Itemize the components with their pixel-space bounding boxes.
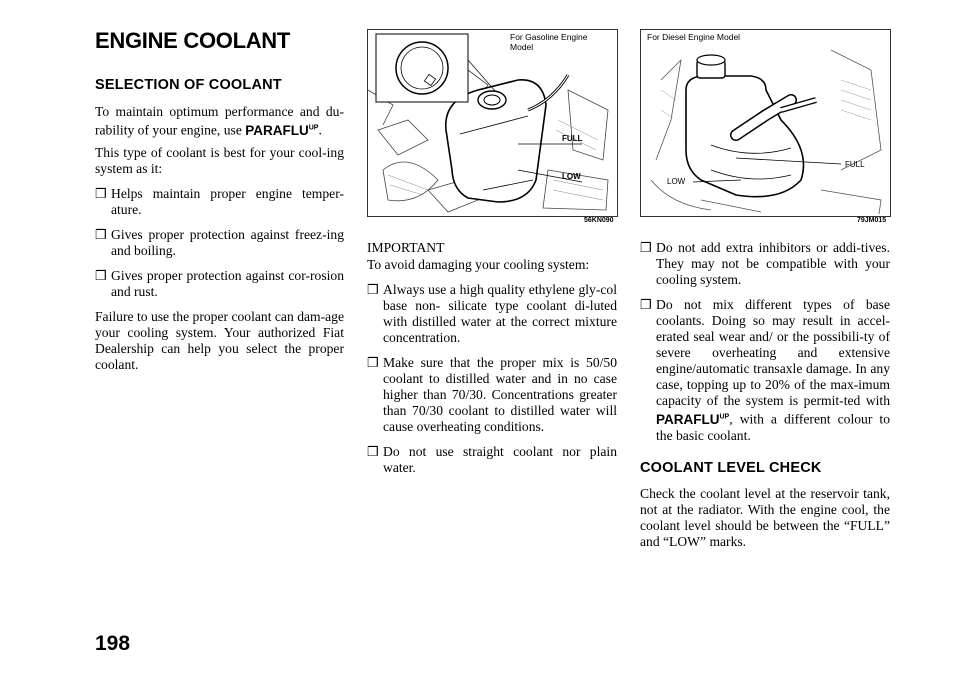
figure-code-gasoline: 56KN090 [584,217,614,224]
level-check-paragraph: Check the coolant level at the reservoir tank, not at the radiator. With the engine cool, the coolant level should be between the “FULL” and “LOW” marks. [640,486,890,549]
checkbox-bullet-icon: ❒ [640,240,652,255]
figure-caption-diesel: For Diesel Engine Model [647,32,741,42]
brand-superscript: UP [719,413,730,420]
list-item [640,297,890,444]
bullet-text: Do not mix different types of base coolants. Doing so may result in accel-erated seal wear and/ or the possibili-ty of severe overheating and extensive engine/automatic transaxle damage. In any case, topping up to 20% of the max-imum capacity of the system is permit-ted with [656,297,890,408]
gasoline-engine-figure [367,29,618,217]
warning-list [640,240,890,453]
checkbox-bullet-icon: ❒ [95,227,107,242]
brand-paraflu [245,123,318,138]
checkbox-bullet-icon: ❒ [367,282,379,297]
best-for-paragraph: This type of coolant is best for your cool-ing system as it: [95,145,344,176]
list-item-text: Do not use straight coolant nor plain water. [383,444,617,475]
figure-caption-gasoline: For Gasoline Engine Model [510,32,588,52]
list-item-text: Do not add extra inhibitors or addi-tives. They may not be compatible with your cooling system. [656,240,890,287]
checkbox-bullet-icon: ❒ [640,297,652,312]
figure-code-diesel: 79JM015 [857,217,887,224]
list-item-text: Gives proper protection against cor-rosion and rust. [111,268,344,299]
important-list [367,282,617,485]
list-item [95,186,344,218]
section-title-selection: SELECTION OF COOLANT [95,77,282,93]
intro-paragraph [95,104,344,139]
page-title: ENGINE COOLANT [95,28,291,53]
label-low: LOW [562,172,581,181]
list-item-text: Helps maintain proper engine temper-ature. [111,186,344,217]
page-number: 198 [95,632,131,655]
bullet-text-end: , with a different colour to the basic coolant. [656,411,890,443]
important-heading: IMPORTANT [367,240,445,255]
checkbox-bullet-icon: ❒ [95,186,107,201]
checkbox-bullet-icon: ❒ [367,444,379,459]
list-item-text: Always use a high quality ethylene gly-col base non- silicate type coolant di-luted with distilled water at the correct mixture concentration. [383,282,617,345]
label-full: FULL [845,160,865,169]
benefit-list [95,186,344,309]
brand-superscript: UP [308,124,319,131]
diesel-engine-figure [640,29,891,217]
list-item [367,282,617,346]
intro-end: . [318,122,322,138]
brand-name: PARAFLU [245,122,309,138]
label-low: LOW [667,177,686,186]
intro-text: To maintain optimum performance and du-rability of your engine, use [95,104,344,138]
gasoline-reservoir-illustration [368,30,617,216]
list-item-text: Make sure that the proper mix is 50/50 coolant to distilled water and in no case higher than 70/30. Concentrations greater than 70/30 coolant to distilled water will cause overheating conditions. [383,355,617,434]
checkbox-bullet-icon: ❒ [95,268,107,283]
list-item [367,355,617,435]
list-item-text: Gives proper protection against freez-ing and boiling. [111,227,344,258]
diesel-reservoir-illustration [641,30,890,216]
brand-paraflu [656,412,729,427]
list-item [640,240,890,288]
failure-paragraph: Failure to use the proper coolant can dam-age your cooling system. Your authorized Fiat Dealership can help you select the proper coolant. [95,309,344,372]
list-item [95,268,344,300]
brand-name: PARAFLU [656,411,720,427]
list-item [95,227,344,259]
checkbox-bullet-icon: ❒ [367,355,379,370]
important-intro: To avoid damaging your cooling system: [367,257,590,272]
list-item-text [656,297,890,443]
section-title-level-check: COOLANT LEVEL CHECK [640,460,822,476]
list-item [367,444,617,476]
label-full: FULL [562,134,583,143]
